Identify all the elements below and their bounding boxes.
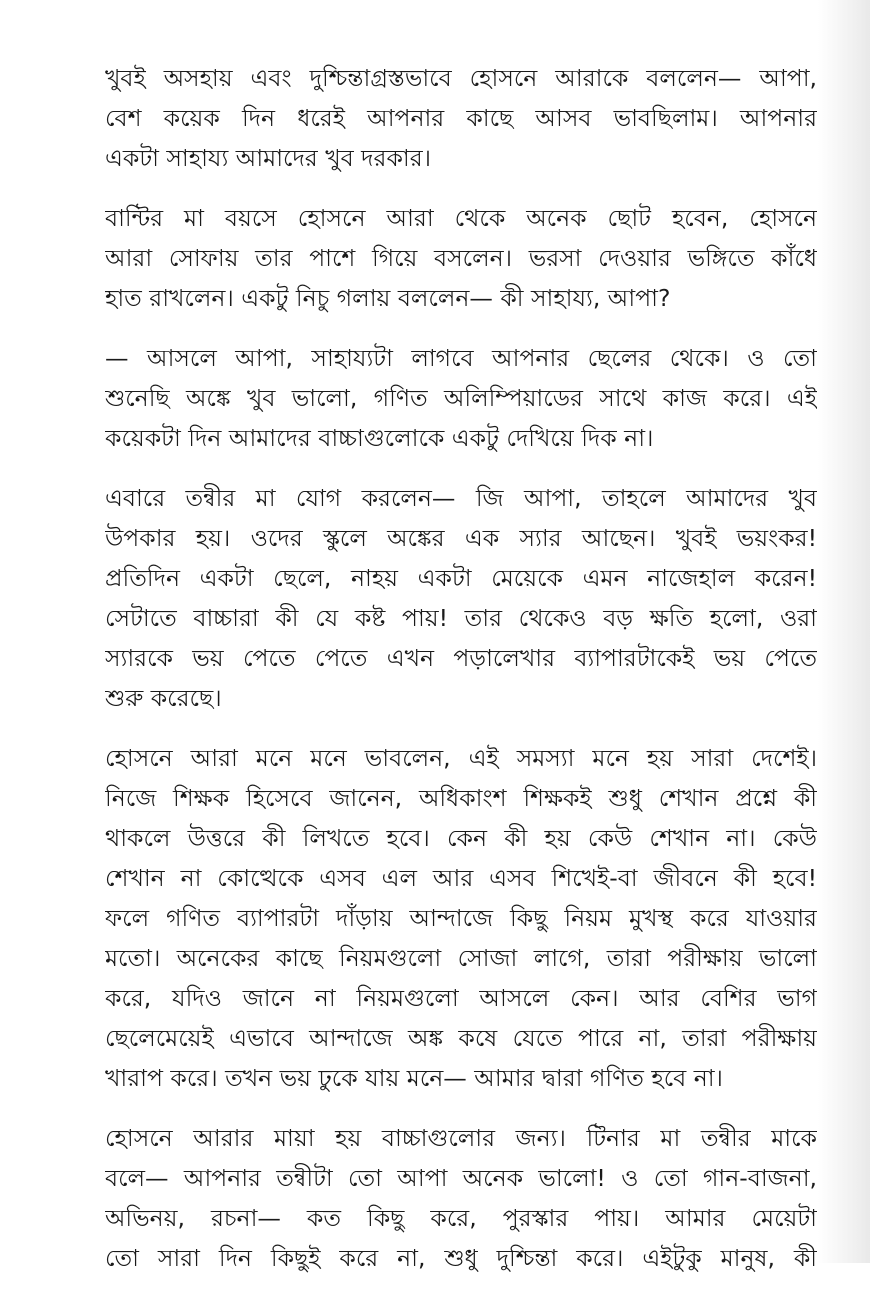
text-line: তো সারা দিন কিছুই করে না, শুধু দুশ্চিন্তা করে। এইটুকু মানুষ, কী: [105, 1244, 817, 1272]
text-line: শুনেছি অঙ্কে খুব ভালো, গণিত অলিম্পিয়াডের সাথে কাজ করে। এই: [105, 384, 817, 412]
paragraph-3: [105, 338, 817, 458]
text-line: হোসনে আরার মায়া হয় বাচ্চাগুলোর জন্য। টিনার মা তন্বীর মাকে: [105, 1124, 817, 1152]
text-line: নিজে শিক্ষক হিসেবে জানেন, অধিকাংশ শিক্ষকই শুধু শেখান প্রশ্নে কী: [105, 784, 817, 812]
text-line: মতো। অনেকের কাছে নিয়মগুলো সোজা লাগে, তারা পরীক্ষায় ভালো: [105, 944, 817, 972]
text-line: এবারে তন্বীর মা যোগ করলেন— জি আপা, তাহলে আমাদের খুব: [105, 484, 817, 512]
text-line: থাকলে উত্তরে কী লিখতে হবে। কেন কী হয় কেউ শেখান না। কেউ: [105, 824, 817, 852]
page-body-text: [105, 58, 817, 1298]
text-line: বেশ কয়েক দিন ধরেই আপনার কাছে আসব ভাবছিলাম। আপনার: [105, 104, 817, 132]
text-line: অভিনয়, রচনা— কত কিছু করে, পুরস্কার পায়। আমার মেয়েটা: [105, 1204, 817, 1232]
text-line: সেটাতে বাচ্চারা কী যে কষ্ট পায়! তার থেকেও বড় ক্ষতি হলো, ওরা: [105, 604, 817, 632]
text-line: বান্টির মা বয়সে হোসনে আরা থেকে অনেক ছোট হবেন, হোসনে: [105, 204, 817, 232]
text-line: ফলে গণিত ব্যাপারটা দাঁড়ায় আন্দাজে কিছু নিয়ম মুখস্থ করে যাওয়ার: [105, 904, 817, 932]
text-line: শেখান না কোত্থেকে এসব এল আর এসব শিখেই-বা জীবনে কী হবে!: [105, 864, 817, 892]
text-line: হোসনে আরা মনে মনে ভাবলেন, এই সমস্যা মনে হয় সারা দেশেই।: [105, 744, 817, 772]
text-line: করে, যদিও জানে না নিয়মগুলো আসলে কেন। আর বেশির ভাগ: [105, 984, 817, 1012]
text-line: আরা সোফায় তার পাশে গিয়ে বসলেন। ভরসা দেওয়ার ভঙ্গিতে কাঁধে: [105, 244, 817, 272]
text-line: খারাপ করে। তখন ভয় ঢুকে যায় মনে— আমার দ্বারা গণিত হবে না।: [105, 1064, 723, 1092]
paragraph-6: [105, 1118, 817, 1278]
text-line: হাত রাখলেন। একটু নিচু গলায় বললেন— কী সাহায্য, আপা?: [105, 284, 671, 312]
paragraph-1: [105, 58, 817, 178]
text-line: স্যারকে ভয় পেতে পেতে এখন পড়ালেখার ব্যাপারটাকেই ভয় পেতে: [105, 644, 817, 672]
paragraph-2: [105, 198, 817, 318]
text-line: কয়েকটা দিন আমাদের বাচ্চাগুলোকে একটু দেখিয়ে দিক না।: [105, 424, 654, 452]
paragraph-4: [105, 478, 817, 718]
text-line: প্রতিদিন একটা ছেলে, নাহয় একটা মেয়েকে এমন নাজেহাল করেন!: [105, 564, 817, 592]
text-line: — আসলে আপা, সাহায্যটা লাগবে আপনার ছেলের থেকে। ও তো: [105, 344, 817, 372]
paragraph-5: [105, 738, 817, 1098]
text-line: উপকার হয়। ওদের স্কুলে অঙ্কের এক স্যার আছেন। খুবই ভয়ংকর!: [105, 524, 817, 552]
text-line: একটা সাহায্য আমাদের খুব দরকার।: [105, 144, 432, 172]
text-line: বলে— আপনার তন্বীটা তো আপা অনেক ভালো! ও তো গান-বাজনা,: [105, 1164, 817, 1192]
text-line: শুরু করেছে।: [105, 684, 222, 712]
text-line: খুবই অসহায় এবং দুশ্চিন্তাগ্রস্তভাবে হোসনে আরাকে বললেন— আপা,: [105, 64, 817, 92]
text-line: ছেলেমেয়েই এভাবে আন্দাজে অঙ্ক কষে যেতে পারে না, তারা পরীক্ষায়: [105, 1024, 817, 1052]
